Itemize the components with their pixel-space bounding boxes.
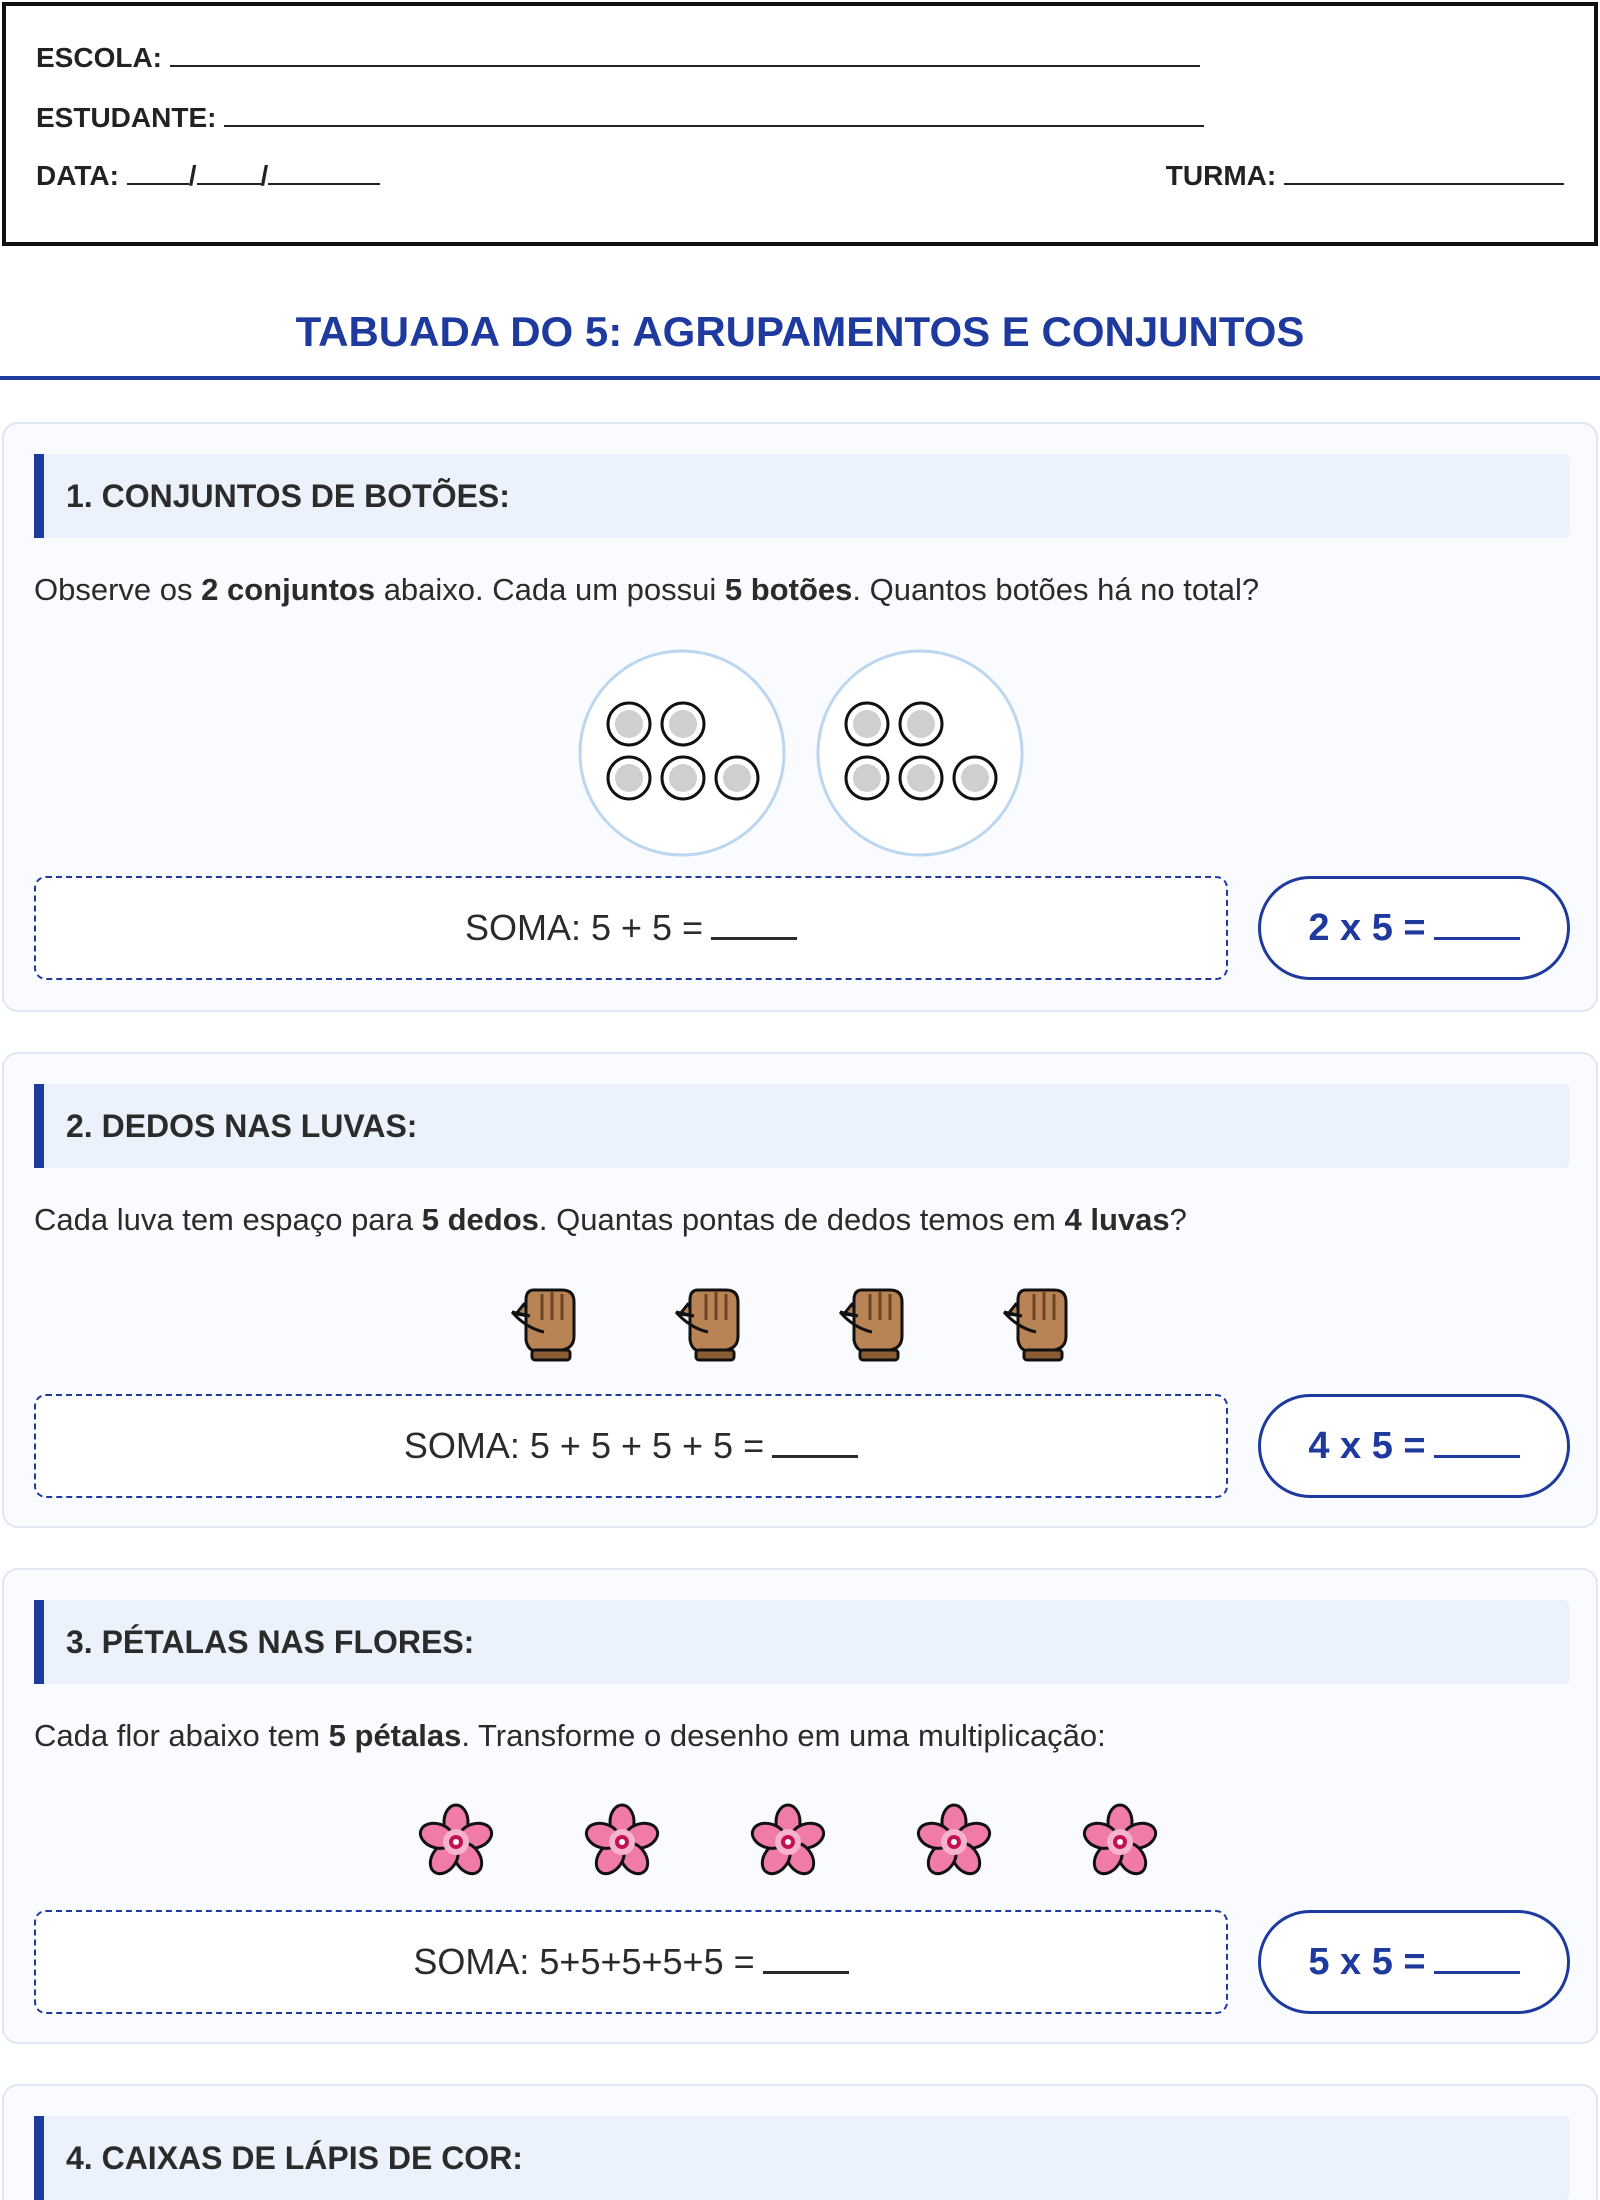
turma-field[interactable] bbox=[1284, 163, 1564, 185]
escola-field[interactable] bbox=[170, 45, 1200, 67]
multiplication-box bbox=[1258, 1394, 1570, 1498]
button-icon bbox=[900, 757, 942, 799]
soma-answer-blank[interactable] bbox=[772, 1428, 858, 1458]
soma-box bbox=[34, 876, 1228, 980]
data-row bbox=[36, 160, 380, 192]
section-buttons bbox=[2, 422, 1598, 1012]
group-circle bbox=[580, 651, 784, 855]
estudante-row bbox=[36, 102, 1204, 134]
data-month-field[interactable] bbox=[197, 163, 261, 185]
soma-expression: SOMA: 5+5+5+5+5 = bbox=[413, 1941, 755, 1982]
flower-icon bbox=[915, 1805, 993, 1879]
button-groups-illustration bbox=[571, 646, 1031, 861]
section-instructions bbox=[34, 1202, 1187, 1238]
text-part: . Quantas pontas de dedos temos em bbox=[538, 1202, 1065, 1237]
button-icon bbox=[846, 757, 888, 799]
glove-icon bbox=[840, 1290, 902, 1360]
section-heading bbox=[34, 1084, 1570, 1168]
button-group bbox=[580, 651, 784, 855]
section-title: 4. CAIXAS DE LÁPIS DE COR: bbox=[66, 2140, 523, 2176]
flowers-illustration bbox=[418, 1800, 1178, 1880]
text-emphasis: 5 pétalas bbox=[328, 1718, 462, 1753]
data-label: DATA: bbox=[36, 160, 119, 191]
text-part: . Transforme o desenho em uma multiplicação: bbox=[461, 1718, 1106, 1753]
estudante-field[interactable] bbox=[224, 105, 1204, 127]
title-divider bbox=[0, 376, 1600, 380]
soma-answer-blank[interactable] bbox=[711, 910, 797, 940]
text-emphasis: 2 conjuntos bbox=[201, 572, 376, 607]
section-instructions bbox=[34, 572, 1259, 608]
section-gloves bbox=[2, 1052, 1598, 1528]
button-icon bbox=[662, 703, 704, 745]
section-title: 3. PÉTALAS NAS FLORES: bbox=[66, 1624, 475, 1660]
page-title: TABUADA DO 5: AGRUPAMENTOS E CONJUNTOS bbox=[295, 308, 1305, 355]
text-part: Observe os bbox=[34, 572, 202, 607]
multiplication-expression: 5 x 5 = bbox=[1308, 1941, 1426, 1983]
glove-icon bbox=[1004, 1290, 1066, 1360]
text-part: . Quantos botões há no total? bbox=[852, 572, 1260, 607]
multiplication-expression: 4 x 5 = bbox=[1308, 1425, 1426, 1467]
data-year-field[interactable] bbox=[268, 163, 380, 185]
flower-icon bbox=[749, 1805, 827, 1879]
multiplication-box bbox=[1258, 876, 1570, 980]
section-title: 1. CONJUNTOS DE BOTÕES: bbox=[66, 478, 510, 514]
multiplication-answer-blank[interactable] bbox=[1434, 1428, 1520, 1458]
soma-box bbox=[34, 1394, 1228, 1498]
multiplication-answer-blank[interactable] bbox=[1434, 910, 1520, 940]
estudante-label: ESTUDANTE: bbox=[36, 102, 217, 133]
text-emphasis: 4 luvas bbox=[1064, 1202, 1170, 1237]
button-group bbox=[818, 651, 1022, 855]
section-pencil-boxes bbox=[2, 2084, 1598, 2200]
multiplication-box bbox=[1258, 1910, 1570, 2014]
student-info-box bbox=[2, 2, 1598, 246]
soma-expression: SOMA: 5 + 5 + 5 + 5 = bbox=[403, 1425, 765, 1466]
text-emphasis: 5 dedos bbox=[421, 1202, 539, 1237]
section-heading bbox=[34, 454, 1570, 538]
soma-expression: SOMA: 5 + 5 = bbox=[464, 907, 704, 948]
button-icon bbox=[608, 757, 650, 799]
text-emphasis: 5 botões bbox=[724, 572, 853, 607]
flower-icon bbox=[583, 1805, 661, 1879]
gloves-illustration bbox=[504, 1284, 1084, 1364]
data-separator: / bbox=[188, 160, 197, 191]
button-icon bbox=[954, 757, 996, 799]
flower-icon bbox=[418, 1805, 495, 1879]
multiplication-answer-blank[interactable] bbox=[1434, 1944, 1520, 1974]
escola-label: ESCOLA: bbox=[36, 42, 162, 73]
escola-row bbox=[36, 42, 1200, 74]
data-separator: / bbox=[260, 160, 269, 191]
section-instructions bbox=[34, 1718, 1106, 1754]
section-heading bbox=[34, 2116, 1570, 2200]
turma-row bbox=[1166, 160, 1564, 192]
flower-icon bbox=[1081, 1805, 1159, 1879]
button-icon bbox=[900, 703, 942, 745]
glove-icon bbox=[676, 1290, 738, 1360]
glove-icon bbox=[512, 1290, 574, 1360]
group-circle bbox=[818, 651, 1022, 855]
button-icon bbox=[662, 757, 704, 799]
section-heading bbox=[34, 1600, 1570, 1684]
turma-label: TURMA: bbox=[1165, 160, 1277, 191]
text-part: Cada flor abaixo tem bbox=[34, 1718, 329, 1753]
multiplication-expression: 2 x 5 = bbox=[1308, 907, 1426, 949]
section-title: 2. DEDOS NAS LUVAS: bbox=[66, 1108, 418, 1144]
data-day-field[interactable] bbox=[127, 163, 189, 185]
button-icon bbox=[608, 703, 650, 745]
section-flowers bbox=[2, 1568, 1598, 2044]
button-icon bbox=[716, 757, 758, 799]
text-part: ? bbox=[1169, 1202, 1187, 1237]
text-part: abaixo. Cada um possui bbox=[375, 572, 725, 607]
soma-box bbox=[34, 1910, 1228, 2014]
text-part: Cada luva tem espaço para bbox=[34, 1202, 422, 1237]
soma-answer-blank[interactable] bbox=[763, 1944, 849, 1974]
button-icon bbox=[846, 703, 888, 745]
